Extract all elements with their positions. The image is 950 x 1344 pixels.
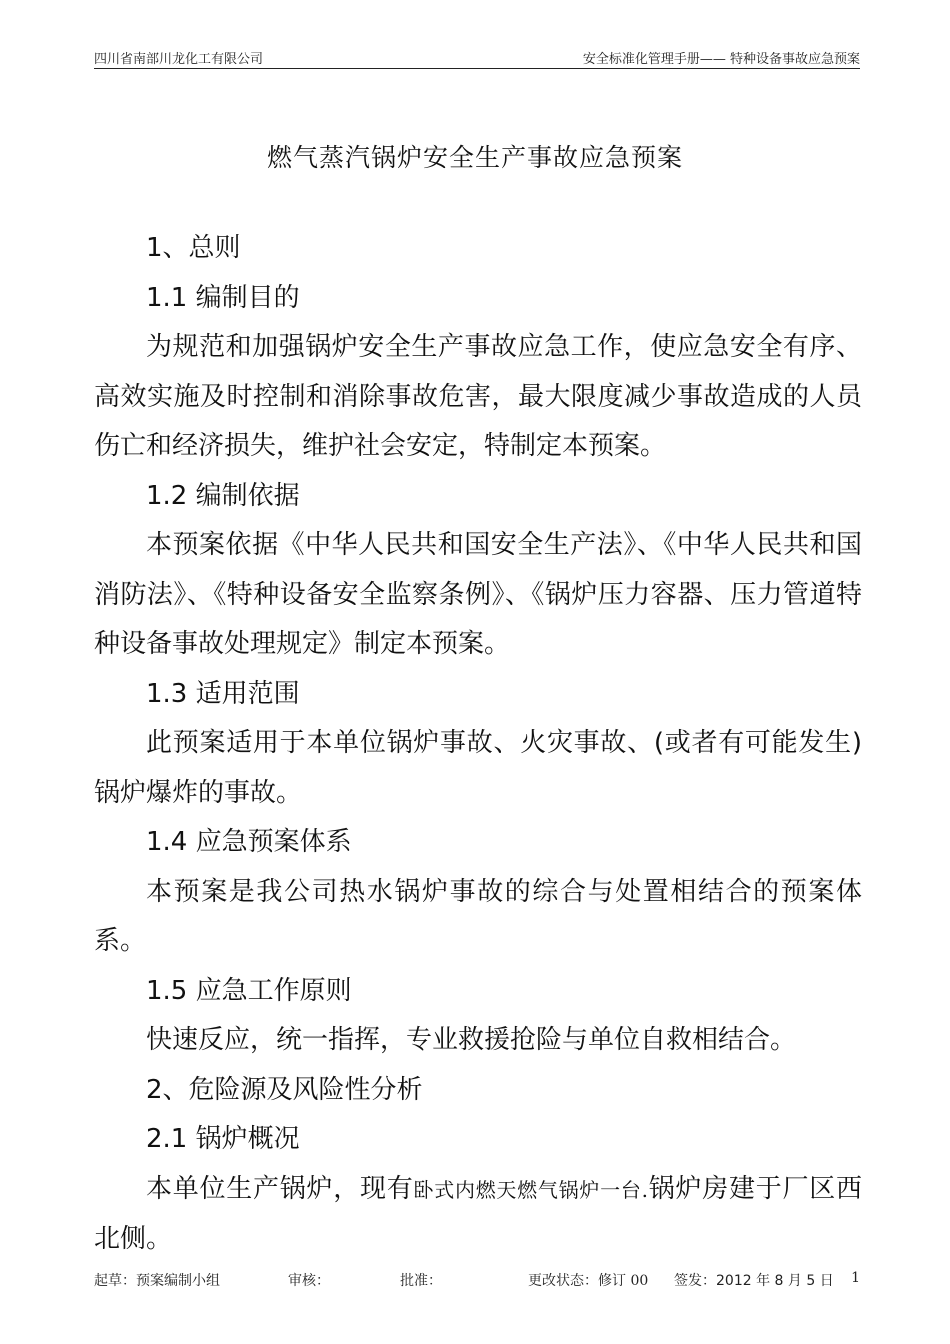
subsection-heading: 1.5 应急工作原则: [146, 975, 352, 1006]
page-number: 1: [851, 1270, 860, 1286]
paragraph-text: 锅炉房建于厂区西北侧。: [94, 1173, 862, 1254]
document-body: [94, 224, 862, 1265]
section-heading: 2、危险源及风险性分析: [146, 1074, 423, 1105]
footer-draft: 起草：预案编制小组: [94, 1273, 220, 1289]
subsection-heading: 2.1 锅炉概况: [146, 1124, 300, 1154]
footer-review: 审核：: [288, 1273, 330, 1289]
footer-status: [528, 1270, 648, 1290]
footer-approve: 批准：: [400, 1273, 442, 1289]
header-manual-title: 安全标准化管理手册—— 特种设备事故应急预案: [582, 52, 860, 67]
subsection-heading: 1.3 适用范围: [146, 678, 300, 709]
paragraph: 本预案依据《中华人民共和国安全生产法》、《中华人民共和国消防法》、《特种设备安全监察条例》、《锅炉压力容器、压力管道特种设备事故处理规定》制定本预案。: [94, 530, 862, 659]
header-company: 四川省南部川龙化工有限公司: [94, 52, 264, 67]
paragraph: [94, 1165, 862, 1265]
footer-issue-date: 签发：2012 年 8 月 5 日: [674, 1273, 834, 1289]
paragraph-text: 本单位生产锅炉，现有: [146, 1173, 414, 1204]
section-heading: 1、总则: [146, 233, 241, 263]
page-header: [94, 48, 860, 69]
footer-status-value: 修订 00: [598, 1273, 649, 1289]
subsection-heading: 1.1 编制目的: [146, 282, 300, 313]
paragraph: 此预案适用于本单位锅炉事故、火灾事故、(或者有可能发生)锅炉爆炸的事故。: [94, 728, 862, 808]
paragraph: 为规范和加强锅炉安全生产事故应急工作，使应急安全有序、高效实施及时控制和消除事故危害，最大限度减少事故造成的人员伤亡和经济损失，维护社会安定，特制定本预案。: [94, 332, 862, 461]
subsection-heading: 1.4 应急预案体系: [146, 827, 352, 857]
page-footer: [94, 1270, 860, 1292]
subsection-heading: 1.2 编制依据: [146, 480, 300, 511]
footer-status-label: 更改状态：: [528, 1273, 598, 1289]
paragraph: 本预案是我公司热水锅炉事故的综合与处置相结合的预案体系。: [94, 876, 862, 956]
document-title: 燃气蒸汽锅炉安全生产事故应急预案: [266, 143, 683, 172]
boiler-description: 卧式内燃天燃气锅炉一台.: [413, 1177, 649, 1202]
paragraph: 快速反应，统一指挥，专业救援抢险与单位自救相结合。: [146, 1025, 797, 1055]
